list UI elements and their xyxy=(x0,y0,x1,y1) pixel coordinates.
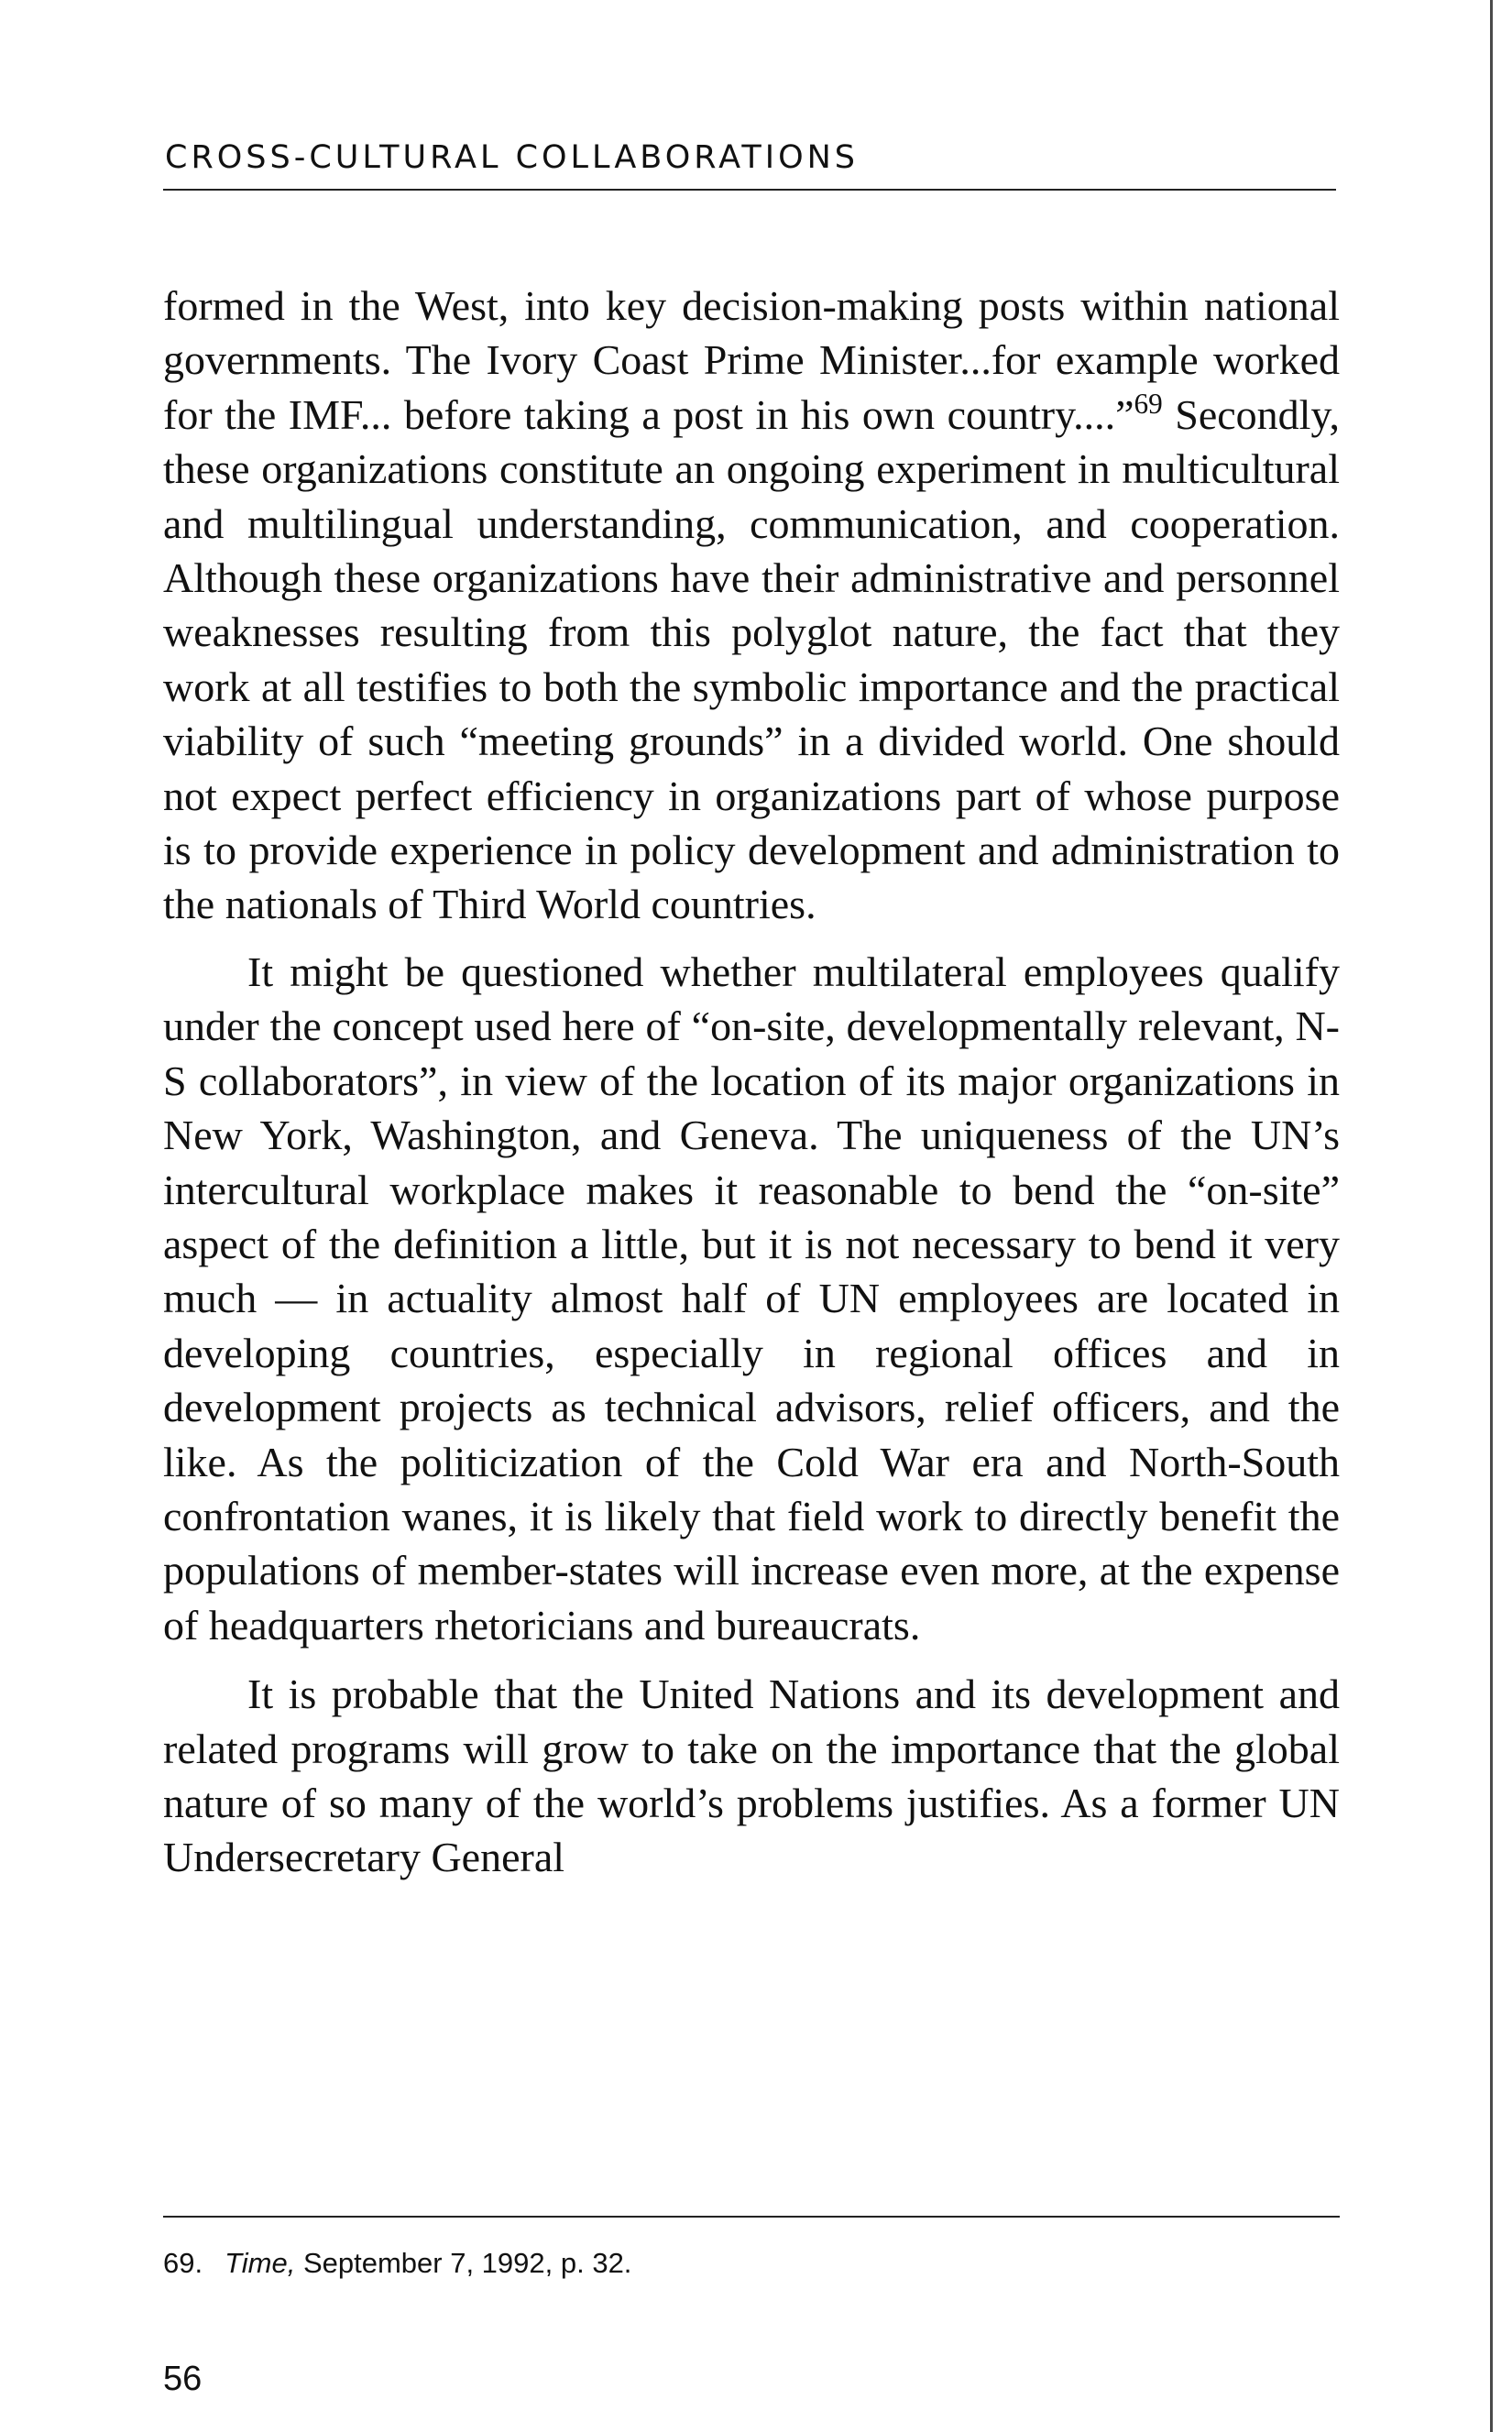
header-divider xyxy=(163,189,1336,191)
footnote-source: Time, xyxy=(225,2247,296,2279)
page-number: 56 xyxy=(163,2360,203,2398)
footnote-number: 69. xyxy=(163,2247,203,2279)
body-text xyxy=(163,279,1340,1885)
paragraph-2: It might be questioned whether multilateral employees qualify under the concept used here of “on-site, developmentally relevant, N-S collaborators”, in view of the location of its major organizations in New York, Washington, and Geneva. The uniqueness of the UN’s intercultural workplace makes it reasonable to bend the “on-site” aspect of the definition a little, but it is not necessary to bend it very much — in actuality almost half of UN employees are located in developing countries, especially in regional offices and in development projects as technical advisors, relief officers, and the like. As the politicization of the Cold War era and North-South confrontation wanes, it is likely that field work to directly benefit the populations of member-states will increase even more, at the expense of headquarters rhetoricians and bureaucrats. xyxy=(163,948,1340,1649)
footnote-reference: 69 xyxy=(1134,387,1163,420)
paragraph-1 xyxy=(163,279,1340,932)
footnote-divider xyxy=(163,2216,1340,2218)
running-header: CROSS-CULTURAL COLLABORATIONS xyxy=(165,139,860,176)
footnote-details: September 7, 1992, p. 32. xyxy=(295,2247,632,2279)
paragraph-1-text-b: Secondly, these organizations constitute an ongoing experiment in multicultural and multilingual understanding, communication, and cooperation. Although these organizations have their administrative and personnel weaknesses resulting from this polyglot nature, the fact that they work at all testifies to both the symbolic importance and the practical viability of such “meeting grounds” in a divided world. One should not expect perfect efficiency in organizations part of whose purpose is to provide experience in policy development and administration to the nationals of Third World countries. xyxy=(163,390,1340,928)
paragraph-3: It is probable that the United Nations and its development and related programs will grow to take on the importance that the global nature of so many of the world’s problems justifies. As a former UN Undersecretary General xyxy=(163,1671,1340,1881)
paragraph-1-text-a: formed in the West, into key decision-making posts within national governments. The Ivory Coast Prime Minister...for example worked for the IMF... before taking a post in his own country....” xyxy=(163,282,1340,438)
footnote xyxy=(163,2247,631,2280)
page-edge-line xyxy=(1490,0,1493,2432)
